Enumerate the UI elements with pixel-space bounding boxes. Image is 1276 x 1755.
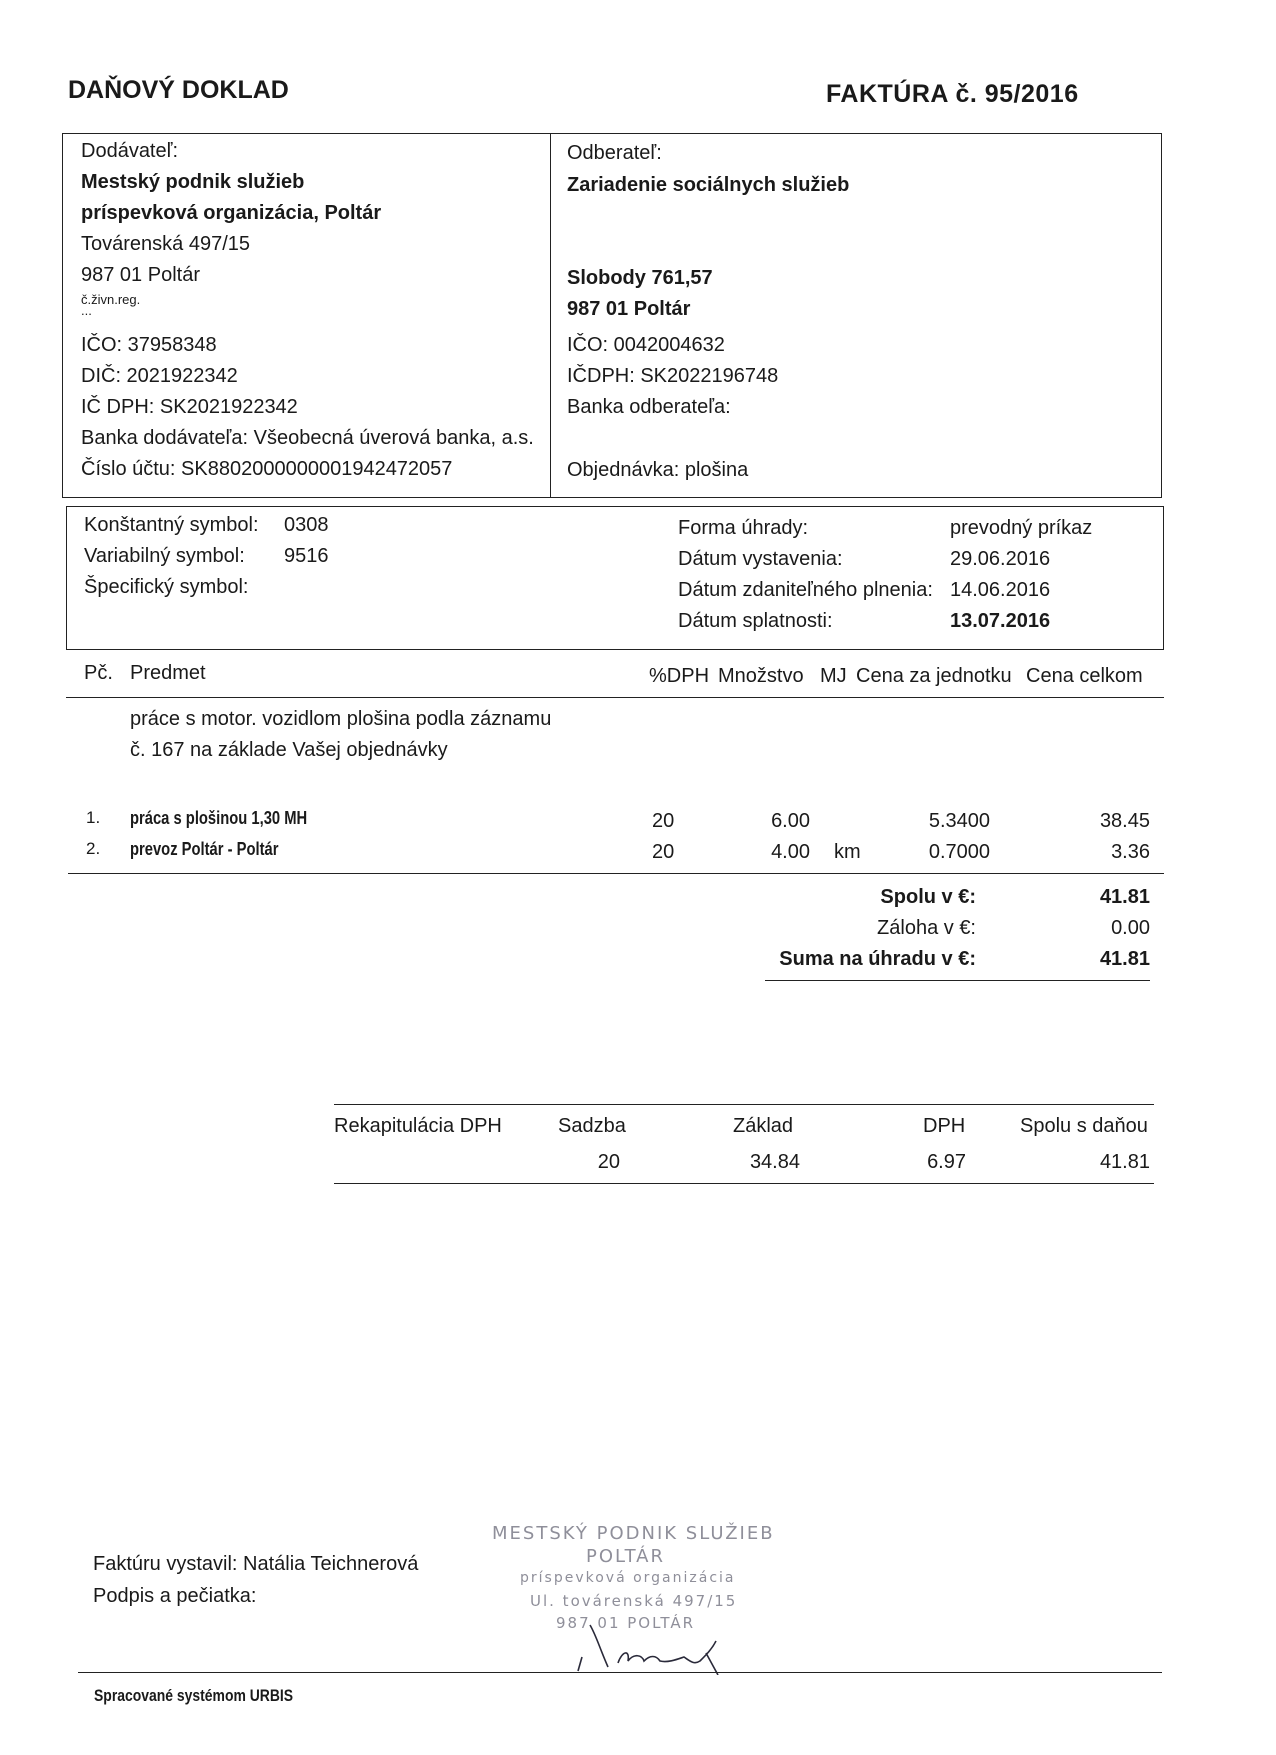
vat-rate-value: 20 (597, 1151, 620, 1173)
issue-date-label: Dátum vystavenia: (678, 548, 843, 570)
advance-value: 0.00 (1111, 917, 1150, 939)
vat-amount-header: DPH (923, 1115, 966, 1137)
col-unit-price-header: Cena za jednotku (856, 665, 1012, 687)
item-total: 3.36 (1111, 841, 1150, 863)
handwritten-signature (560, 1605, 740, 1675)
customer-order: Objednávka: plošina (567, 459, 749, 481)
stamp-line-4: Ul. továrenská 497/15 (530, 1592, 738, 1610)
payment-form-value: prevodný príkaz (950, 517, 1093, 539)
item-unit: km (834, 841, 861, 863)
supplier-street: Továrenská 497/15 (81, 233, 251, 255)
stamp-line-1: MESTSKÝ PODNIK SLUŽIEB (492, 1523, 775, 1544)
customer-name: Zariadenie sociálnych služieb (567, 174, 850, 196)
customer-icdph: IČDPH: SK2022196748 (567, 365, 779, 387)
description-line-1: práce s motor. vozidlom plošina podla záznamu (130, 708, 552, 730)
supplier-city: 987 01 Poltár (81, 264, 200, 286)
taxable-date-label: Dátum zdaniteľného plnenia: (678, 579, 933, 601)
supplier-dic: DIČ: 2021922342 (81, 365, 238, 387)
vat-base-value: 34.84 (749, 1151, 800, 1173)
variable-symbol-value: 9516 (284, 545, 329, 567)
col-unit-header: MJ (820, 665, 847, 687)
document-type-title: DAŇOVÝ DOKLAD (68, 76, 289, 104)
item-total: 38.45 (1099, 810, 1150, 832)
issue-date-value: 29.06.2016 (950, 548, 1051, 570)
specific-symbol-label: Špecifický symbol: (84, 576, 249, 598)
advance-label: Záloha v €: (877, 917, 976, 939)
constant-symbol-label: Konštantný symbol: (84, 514, 259, 536)
item-number: 2. (86, 839, 101, 858)
supplier-name: Mestský podnik služieb (81, 171, 305, 193)
supplier-icdph: IČ DPH: SK2021922342 (81, 396, 298, 418)
due-date-value: 13.07.2016 (950, 610, 1051, 632)
col-quantity-header: Množstvo (718, 665, 804, 687)
customer-ico: IČO: 0042004632 (567, 334, 725, 356)
stamp-line-2: POLTÁR (586, 1546, 665, 1567)
vat-recap-title: Rekapitulácia DPH (334, 1115, 502, 1137)
vat-recap-top-rule (334, 1104, 1154, 1105)
invoice-number-title: FAKTÚRA č. 95/2016 (826, 80, 1079, 108)
supplier-org-type: príspevková organizácia, Poltár (81, 202, 382, 224)
col-subject-header: Predmet (130, 662, 206, 684)
description-line-2: č. 167 na základe Vašej objednávky (130, 739, 448, 761)
vat-amount-value: 6.97 (927, 1151, 966, 1173)
customer-label: Odberateľ: (567, 142, 662, 164)
due-date-label: Dátum splatnosti: (678, 610, 833, 632)
item-vat: 20 (652, 841, 675, 863)
item-vat: 20 (652, 810, 675, 832)
vat-rate-header: Sadzba (558, 1115, 626, 1137)
customer-city: 987 01 Poltár (567, 298, 691, 320)
supplier-bank: Banka dodávateľa: Všeobecná úverová banka, a.s. (81, 427, 534, 449)
items-bottom-rule (68, 873, 1164, 874)
col-total-header: Cena celkom (1026, 665, 1143, 687)
taxable-date-value: 14.06.2016 (950, 579, 1051, 601)
item-unit-price: 5.3400 (928, 810, 990, 832)
item-number: 1. (86, 808, 101, 827)
processed-by: Spracované systémom URBIS (94, 1686, 294, 1705)
sum-label: Spolu v €: (880, 886, 976, 908)
parties-divider (550, 133, 551, 498)
customer-street: Slobody 761,57 (567, 267, 713, 289)
supplier-account: Číslo účtu: SK8802000000001942472057 (81, 458, 453, 480)
vat-total-value: 41.81 (1099, 1151, 1150, 1173)
amount-due-value: 41.81 (1099, 948, 1150, 970)
supplier-reg-label: č.živn.reg. (81, 292, 141, 307)
totals-rule (765, 980, 1150, 981)
supplier-label: Dodávateľ: (81, 140, 179, 162)
payment-form-label: Forma úhrady: (678, 517, 809, 539)
sum-value: 41.81 (1099, 886, 1150, 908)
item-name: prevoz Poltár - Poltár (130, 839, 279, 859)
customer-bank: Banka odberateľa: (567, 396, 731, 418)
item-quantity: 6.00 (771, 810, 810, 832)
supplier-reg-value: ... (81, 303, 92, 318)
stamp-line-3: príspevková organizácia (520, 1570, 736, 1586)
vat-recap-bottom-rule (334, 1183, 1154, 1184)
constant-symbol-value: 0308 (284, 514, 329, 536)
footer-rule (78, 1672, 1162, 1673)
vat-total-header: Spolu s daňou (1020, 1115, 1148, 1137)
col-vat-header: %DPH (649, 665, 710, 687)
col-number-header: Pč. (84, 662, 113, 684)
amount-due-label: Suma na úhradu v €: (779, 948, 976, 970)
issued-by: Faktúru vystavil: Natália Teichnerová (93, 1553, 419, 1575)
vat-base-header: Základ (733, 1115, 794, 1137)
supplier-ico: IČO: 37958348 (81, 334, 217, 356)
item-quantity: 4.00 (771, 841, 810, 863)
stamp-line-5: 987 01 POLTÁR (556, 1614, 696, 1632)
variable-symbol-label: Variabilný symbol: (84, 545, 245, 567)
item-unit-price: 0.7000 (928, 841, 990, 863)
items-header-rule (66, 697, 1164, 698)
item-name: práca s plošinou 1,30 MH (130, 808, 308, 828)
signature-label: Podpis a pečiatka: (93, 1585, 257, 1607)
